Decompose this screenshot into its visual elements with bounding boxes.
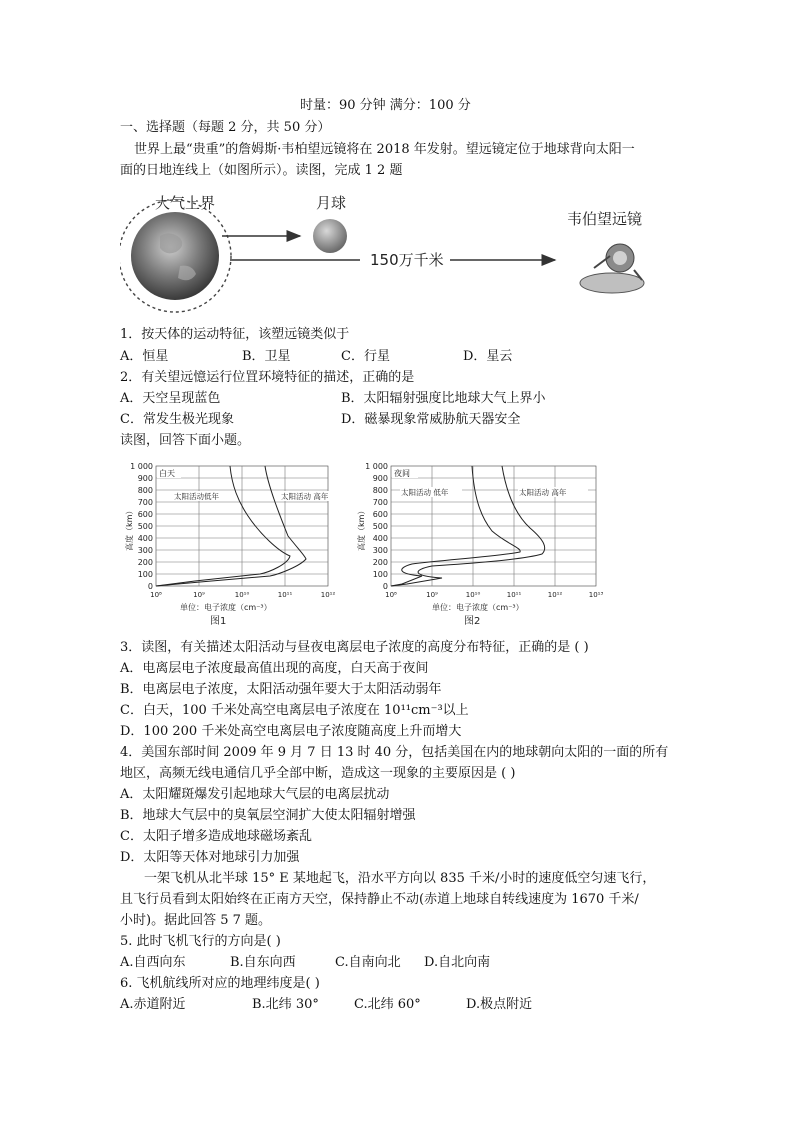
q1-option-a: A．恒星: [120, 349, 169, 364]
q5-option-b: B.自东向西: [230, 955, 296, 970]
q4-stem-line1: 4．美国东部时间 2009 年 9 月 7 日 13 时 40 分，包括美国在内的地球朝向太阳的一面的所有: [120, 745, 669, 760]
y-tick: 300: [372, 546, 388, 555]
q6-option-d: D.极点附近: [466, 997, 533, 1012]
label-low-activity: 太阳活动低年: [174, 492, 219, 501]
intro1-line2: 面的日地连线上（如图所示）。读图，完成 1 2 题: [120, 163, 403, 178]
y-tick: 1 000: [130, 462, 153, 471]
q2-option-b: B．太阳辐射强度比地球大气上界小: [341, 391, 546, 406]
distance-label: 150万千米: [370, 251, 444, 269]
telescope-label: 韦伯望远镜: [567, 210, 643, 228]
q5-option-a: A.自西向东: [120, 955, 186, 970]
y-tick: 900: [137, 474, 153, 483]
telescope-icon: [580, 244, 644, 293]
intro1-line1: 世界上最“贵重”的詹姆斯·韦柏望远镜将在 2018 年发射。望远镜定位于地球背向太阳一: [134, 142, 635, 157]
q2-option-c: C．常发生极光现象: [120, 412, 234, 427]
y-tick: 500: [137, 522, 153, 531]
x-tick: 10¹⁰: [234, 591, 250, 599]
intro3-line3: 小时)。据此回答 5 7 题。: [120, 913, 272, 928]
x-tick: 10¹¹: [506, 591, 522, 599]
q6-option-b: B.北纬 30°: [252, 997, 319, 1012]
q3-option-c: C．白天，100 千米处高空电离层电子浓度在 10¹¹cm⁻³以上: [120, 703, 469, 718]
y-tick: 100: [137, 570, 153, 579]
y-tick: 0: [147, 582, 153, 591]
y-axis-label: 高度（km）: [357, 506, 366, 551]
x-tick: 10¹²: [320, 591, 336, 599]
q3-stem: 3．读图，有关描述太阳活动与昼夜电离层电子浓度的高度分布特征，正确的是 ( ): [120, 640, 589, 655]
y-tick: 800: [137, 486, 153, 495]
q5-option-d: D.自北向南: [424, 955, 491, 970]
q5-option-c: C.自南向北: [335, 955, 401, 970]
q4-option-b: B．地球大气层中的臭氧层空洞扩大使太阳辐射增强: [120, 808, 416, 823]
moon-icon: [313, 219, 347, 253]
y-tick: 500: [372, 522, 388, 531]
intro2-line: 读图，回答下面小题。: [120, 433, 251, 448]
intro3-line2: 且飞行员看到太阳始终在正南方天空，保持静止不动(赤道上地球自转线速度为 1670 千米/: [120, 892, 639, 907]
y-tick: 600: [137, 510, 153, 519]
label-low-activity: 太阳活动 低年: [401, 488, 449, 497]
q2-stem: 2．有关望远憶运行位罝环境特征的描述，正确的是: [120, 370, 415, 385]
y-tick: 300: [137, 546, 153, 555]
q1-option-d: D．星云: [463, 349, 513, 364]
figure-caption: 图2: [464, 616, 481, 627]
y-tick: 900: [372, 474, 388, 483]
x-tick: 10⁸: [385, 591, 397, 599]
telescope-diagram: [120, 186, 680, 321]
q1-stem: 1．按天体的运动特征，该塑远镜类似于: [120, 327, 350, 342]
y-tick: 600: [372, 510, 388, 519]
q4-option-c: C．太阳子增多造成地球磁场紊乱: [120, 829, 312, 844]
section-title: 一、选择题（每题 2 分，共 50 分）: [120, 120, 331, 135]
chart-daytime: [120, 456, 350, 628]
intro3-line1: 一架飞机从北半球 15° E 某地起飞，沿水平方向以 835 千米/小时的速度低空匀速飞行，: [144, 871, 656, 886]
y-tick: 1 000: [365, 462, 388, 471]
figure-caption: 图1: [210, 616, 227, 627]
q4-option-d: D．太阳等天体对地球引力加强: [120, 850, 300, 865]
y-tick: 0: [382, 582, 388, 591]
x-tick: 10¹⁰: [465, 591, 481, 599]
label-high-activity: 太阳活动 高年: [281, 492, 329, 501]
q1-option-c: C．行星: [341, 349, 390, 364]
y-tick: 400: [372, 534, 388, 543]
q3-option-b: B．电离层电子浓度，太阳活动强年要大于太阳活动弱年: [120, 682, 442, 697]
q2-option-a: A．天空呈现蓝色: [120, 391, 221, 406]
y-tick: 200: [137, 558, 153, 567]
q4-stem-line2: 地区，高频无线电通信几乎全部中断，造成这一现象的主要原因是 ( ): [120, 766, 516, 781]
atmosphere-label: 大气上界: [155, 194, 216, 212]
label-high-activity: 太阳活动 高年: [519, 488, 567, 497]
x-tick: 10⁹: [193, 591, 205, 599]
q2-option-d: D．磁暴现象常威胁航天器安全: [341, 412, 521, 427]
q4-option-a: A．太阳耀斑爆发引起地球大气层的电离层扰动: [120, 787, 390, 802]
y-tick: 800: [372, 486, 388, 495]
night-tag: 夜间: [394, 469, 410, 478]
daytime-tag: 白天: [159, 469, 175, 478]
earth-icon: [131, 212, 219, 300]
q5-stem: 5. 此时飞机飞行的方向是( ): [120, 934, 281, 949]
y-tick: 400: [137, 534, 153, 543]
x-axis-unit: 单位：电子浓度（cm⁻³）: [180, 603, 272, 612]
x-tick: 10⁹: [426, 591, 438, 599]
exam-time-score: 时量：90 分钟 满分：100 分: [300, 98, 471, 113]
q6-option-c: C.北纬 60°: [354, 997, 421, 1012]
q1-option-b: B．卫星: [242, 349, 291, 364]
q6-stem: 6. 飞机航线所对应的地理纬度是( ): [120, 976, 320, 991]
y-tick: 200: [372, 558, 388, 567]
x-tick: 10¹³: [588, 591, 604, 599]
moon-label: 月球: [316, 194, 347, 212]
q3-option-a: A．电离层电子浓度最高值出现的高度，白天高于夜间: [120, 661, 429, 676]
x-axis-unit: 单位：电子浓度（cm⁻³）: [432, 603, 524, 612]
y-tick: 700: [372, 498, 388, 507]
x-tick: 10¹²: [547, 591, 563, 599]
x-tick: 10⁸: [150, 591, 162, 599]
chart-night: [352, 456, 612, 628]
x-tick: 10¹¹: [277, 591, 293, 599]
q3-option-d: D．100 200 千米处高空电离层电子浓度随高度上升而增大: [120, 724, 462, 739]
q6-option-a: A.赤道附近: [120, 997, 186, 1012]
y-tick: 100: [372, 570, 388, 579]
y-tick: 700: [137, 498, 153, 507]
y-axis-label: 高度（km）: [125, 506, 134, 551]
